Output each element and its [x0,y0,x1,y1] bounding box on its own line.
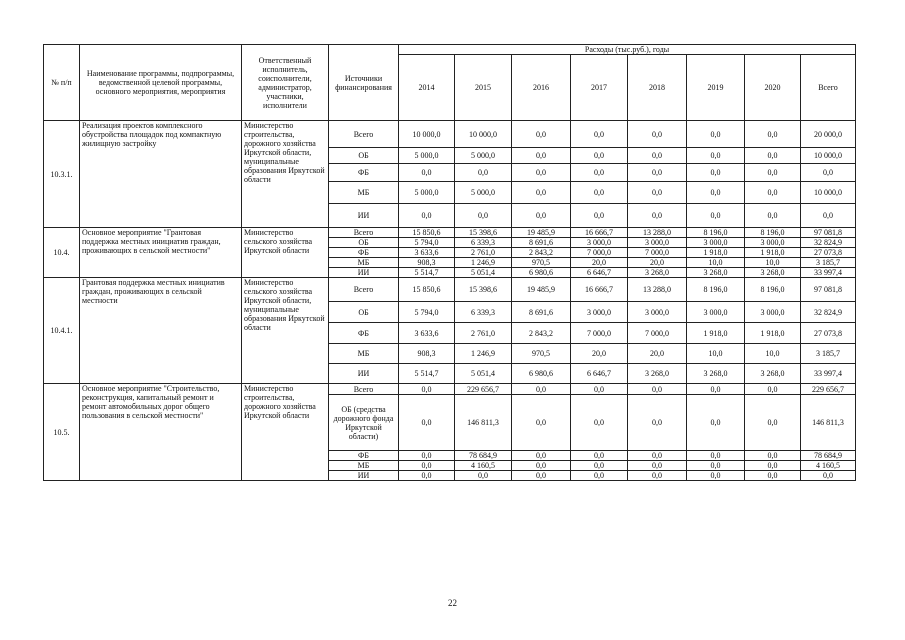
year-value: 0,0 [512,395,571,451]
year-value: 0,0 [399,451,455,461]
year-value: 0,0 [745,461,801,471]
year-value: 5 000,0 [455,148,512,164]
year-value: 0,0 [512,471,571,481]
year-value: 0,0 [571,461,628,471]
responsible-executor: Министерство сельского хозяйства Иркутской области, муниципальные образования Иркутской области [242,278,329,384]
total-value: 97 081,8 [801,228,856,238]
year-value: 3 633,6 [399,248,455,258]
year-value: 0,0 [399,384,455,395]
year-value: 5 514,7 [399,268,455,278]
year-value: 0,0 [455,471,512,481]
activity-name: Основное мероприятие "Грантовая поддержка местных инициатив граждан, проживающих в сельской местности" [80,228,242,278]
total-value: 32 824,9 [801,302,856,323]
funding-source: ОБ [329,148,399,164]
year-value: 16 666,7 [571,228,628,238]
year-value: 0,0 [571,395,628,451]
year-value: 3 268,0 [628,364,687,384]
year-value: 0,0 [571,182,628,204]
year-value: 8 691,6 [512,302,571,323]
header-year: 2019 [687,55,745,121]
funding-source: ОБ (средства дорожного фонда Иркутской области) [329,395,399,451]
year-value: 0,0 [687,395,745,451]
year-value: 5 051,4 [455,268,512,278]
year-value: 0,0 [745,471,801,481]
year-value: 229 656,7 [455,384,512,395]
page-number: 22 [448,598,457,608]
row-number: 10.4. [44,228,80,278]
year-value: 6 339,3 [455,302,512,323]
year-value: 970,5 [512,258,571,268]
row-number: 10.5. [44,384,80,481]
year-value: 0,0 [628,121,687,148]
header-year: Всего [801,55,856,121]
year-value: 908,3 [399,344,455,364]
total-value: 78 684,9 [801,451,856,461]
year-value: 146 811,3 [455,395,512,451]
total-value: 27 073,8 [801,248,856,258]
year-value: 0,0 [745,164,801,182]
year-value: 1 918,0 [745,248,801,258]
activity-name: Реализация проектов комплексного обустройства площадок под компактную жилищную застройку [80,121,242,228]
header-year: 2017 [571,55,628,121]
year-value: 0,0 [455,164,512,182]
total-value: 0,0 [801,471,856,481]
year-value: 10,0 [687,258,745,268]
table-row [44,228,856,238]
year-value: 19 485,9 [512,278,571,302]
total-value: 10 000,0 [801,148,856,164]
year-value: 0,0 [687,451,745,461]
total-value: 20 000,0 [801,121,856,148]
year-value: 5 000,0 [399,182,455,204]
year-value: 0,0 [512,384,571,395]
year-value: 0,0 [512,164,571,182]
row-number: 10.3.1. [44,121,80,228]
year-value: 0,0 [628,182,687,204]
year-value: 0,0 [628,451,687,461]
year-value: 15 850,6 [399,228,455,238]
activity-name: Основное мероприятие "Строительство, реконструкция, капитальный ремонт и ремонт автомобильных дорог общего пользования в сельской местности" [80,384,242,481]
year-value: 0,0 [455,204,512,228]
year-value: 0,0 [512,121,571,148]
year-value: 7 000,0 [571,323,628,344]
year-value: 0,0 [628,164,687,182]
year-value: 0,0 [628,471,687,481]
year-value: 0,0 [745,182,801,204]
row-number: 10.4.1. [44,278,80,384]
total-value: 229 656,7 [801,384,856,395]
year-value: 0,0 [745,148,801,164]
year-value: 5 000,0 [399,148,455,164]
year-value: 10,0 [687,344,745,364]
year-value: 3 633,6 [399,323,455,344]
responsible-executor: Министерство строительства, дорожного хозяйства Иркутской области, муниципальные образования Иркутской области [242,121,329,228]
year-value: 6 980,6 [512,268,571,278]
header-expenses: Расходы (тыс.руб.), годы [399,45,856,55]
year-value: 2 761,0 [455,248,512,258]
year-value: 0,0 [745,121,801,148]
year-value: 19 485,9 [512,228,571,238]
header-responsible: Ответственный исполнитель, соисполнители, администратор, участники, исполнители [242,45,329,121]
table-row [44,384,856,395]
total-value: 3 185,7 [801,258,856,268]
total-value: 3 185,7 [801,344,856,364]
activity-name: Грантовая поддержка местных инициатив граждан, проживающих в сельской местности [80,278,242,384]
year-value: 20,0 [628,258,687,268]
year-value: 3 268,0 [745,364,801,384]
year-value: 0,0 [745,451,801,461]
total-value: 0,0 [801,204,856,228]
total-value: 32 824,9 [801,238,856,248]
funding-source: ИИ [329,268,399,278]
year-value: 5 051,4 [455,364,512,384]
year-value: 0,0 [399,204,455,228]
year-value: 1 246,9 [455,258,512,268]
total-value: 0,0 [801,164,856,182]
year-value: 0,0 [512,451,571,461]
year-value: 0,0 [571,451,628,461]
year-value: 16 666,7 [571,278,628,302]
expenses-table [43,44,856,481]
funding-source: ОБ [329,238,399,248]
header-year: 2016 [512,55,571,121]
year-value: 0,0 [571,384,628,395]
year-value: 0,0 [571,121,628,148]
header-year: 2015 [455,55,512,121]
header-year: 2018 [628,55,687,121]
year-value: 0,0 [399,471,455,481]
year-value: 2 761,0 [455,323,512,344]
year-value: 8 691,6 [512,238,571,248]
year-value: 6 646,7 [571,364,628,384]
funding-source: Всего [329,278,399,302]
year-value: 2 843,2 [512,323,571,344]
responsible-executor: Министерство строительства, дорожного хозяйства Иркутской области [242,384,329,481]
year-value: 0,0 [399,461,455,471]
year-value: 0,0 [687,182,745,204]
total-value: 33 997,4 [801,364,856,384]
year-value: 0,0 [687,461,745,471]
funding-source: МБ [329,182,399,204]
year-value: 8 196,0 [745,278,801,302]
total-value: 97 081,8 [801,278,856,302]
year-value: 8 196,0 [687,278,745,302]
funding-source: ИИ [329,364,399,384]
year-value: 6 980,6 [512,364,571,384]
year-value: 5 000,0 [455,182,512,204]
year-value: 3 000,0 [628,238,687,248]
year-value: 0,0 [745,204,801,228]
year-value: 0,0 [687,471,745,481]
year-value: 3 268,0 [628,268,687,278]
year-value: 0,0 [628,395,687,451]
year-value: 5 794,0 [399,302,455,323]
year-value: 0,0 [745,395,801,451]
year-value: 1 246,9 [455,344,512,364]
year-value: 0,0 [571,204,628,228]
funding-source: МБ [329,258,399,268]
table-row [44,121,856,148]
year-value: 3 268,0 [687,268,745,278]
year-value: 5 794,0 [399,238,455,248]
year-value: 1 918,0 [687,323,745,344]
year-value: 3 000,0 [571,238,628,248]
funding-source: ФБ [329,164,399,182]
responsible-executor: Министерство сельского хозяйства Иркутской области [242,228,329,278]
year-value: 3 268,0 [687,364,745,384]
year-value: 4 160,5 [455,461,512,471]
funding-source: ФБ [329,451,399,461]
year-value: 3 000,0 [687,238,745,248]
year-value: 10 000,0 [399,121,455,148]
total-value: 10 000,0 [801,182,856,204]
funding-source: ИИ [329,204,399,228]
year-value: 0,0 [512,204,571,228]
funding-source: ФБ [329,323,399,344]
year-value: 3 000,0 [745,238,801,248]
year-value: 0,0 [512,182,571,204]
year-value: 15 398,6 [455,228,512,238]
year-value: 1 918,0 [687,248,745,258]
funding-source: МБ [329,344,399,364]
year-value: 0,0 [687,164,745,182]
year-value: 3 000,0 [628,302,687,323]
year-value: 13 288,0 [628,228,687,238]
total-value: 27 073,8 [801,323,856,344]
year-value: 0,0 [687,121,745,148]
year-value: 0,0 [512,461,571,471]
year-value: 0,0 [571,471,628,481]
year-value: 0,0 [571,164,628,182]
year-value: 7 000,0 [571,248,628,258]
header-source: Источники финансирования [329,45,399,121]
funding-source: Всего [329,228,399,238]
year-value: 3 000,0 [745,302,801,323]
header-name: Наименование программы, подпрограммы, ведомственной целевой программы, основного мероприятия, мероприятия [80,45,242,121]
year-value: 970,5 [512,344,571,364]
year-value: 10,0 [745,344,801,364]
year-value: 0,0 [687,384,745,395]
year-value: 10,0 [745,258,801,268]
year-value: 10 000,0 [455,121,512,148]
total-value: 4 160,5 [801,461,856,471]
year-value: 20,0 [571,258,628,268]
header-year: 2020 [745,55,801,121]
year-value: 7 000,0 [628,248,687,258]
year-value: 6 339,3 [455,238,512,248]
year-value: 0,0 [687,148,745,164]
year-value: 5 514,7 [399,364,455,384]
year-value: 20,0 [571,344,628,364]
year-value: 20,0 [628,344,687,364]
year-value: 15 398,6 [455,278,512,302]
year-value: 0,0 [512,148,571,164]
year-value: 3 000,0 [571,302,628,323]
year-value: 6 646,7 [571,268,628,278]
year-value: 0,0 [628,148,687,164]
year-value: 7 000,0 [628,323,687,344]
funding-source: ИИ [329,471,399,481]
year-value: 0,0 [571,148,628,164]
header-num: № п/п [44,45,80,121]
table-row [44,278,856,302]
year-value: 8 196,0 [687,228,745,238]
year-value: 0,0 [399,395,455,451]
year-value: 3 268,0 [745,268,801,278]
year-value: 2 843,2 [512,248,571,258]
funding-source: ОБ [329,302,399,323]
year-value: 1 918,0 [745,323,801,344]
year-value: 15 850,6 [399,278,455,302]
total-value: 33 997,4 [801,268,856,278]
year-value: 0,0 [687,204,745,228]
funding-source: МБ [329,461,399,471]
year-value: 78 684,9 [455,451,512,461]
year-value: 0,0 [628,461,687,471]
total-value: 146 811,3 [801,395,856,451]
year-value: 13 288,0 [628,278,687,302]
funding-source: Всего [329,121,399,148]
year-value: 8 196,0 [745,228,801,238]
funding-source: ФБ [329,248,399,258]
year-value: 0,0 [745,384,801,395]
year-value: 0,0 [628,204,687,228]
funding-source: Всего [329,384,399,395]
header-year: 2014 [399,55,455,121]
year-value: 0,0 [628,384,687,395]
year-value: 908,3 [399,258,455,268]
year-value: 3 000,0 [687,302,745,323]
year-value: 0,0 [399,164,455,182]
